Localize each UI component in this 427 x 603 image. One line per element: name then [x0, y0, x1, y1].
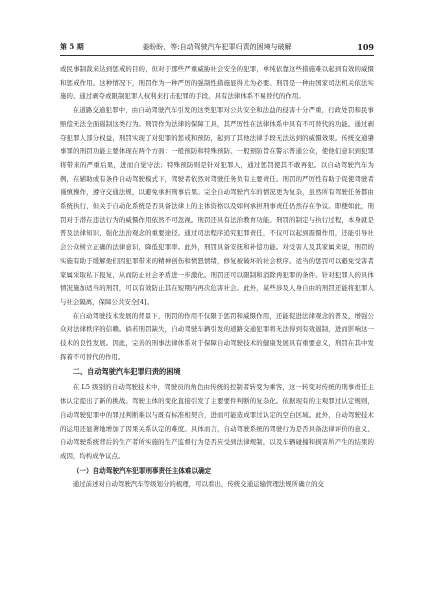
body-paragraph: 通过前述对自动驾驶汽车等级划分的梳理，可以看出，传统交通运输管理法规所确立的交	[72, 479, 324, 488]
page-number: 109	[357, 42, 374, 52]
body-paragraph: 在 L5 级别的自动驾驶技术中，驾驶员的角色由传统的控制者转变为乘客，这一转变对传统的刑事责任主体认定提出了新的挑战。驾驶主体的变化直接引发了主要要件判断的复杂化。依据现有的主观罪过认定规则，自动驾驶犯罪中的罪过判断难以与既有标准相契合，进而可能造成罪过认定的空白区域。此外，自动驾驶技术的运用还显著地增加了因果关系认定的难度。具体而言，自动驾驶系统的驾驶行为是否具备法律评价的意义、自动驾驶系统背后的生产者所实施的生产监督行为是否应受到法律规制，以及车辆碰撞和损害所产生的结果的成因，均构成争议点。	[60, 383, 374, 460]
body-paragraph: 在道路交通犯罪中，由自动驾驶汽车引发的这类犯罪对公共安全和法益的侵害十分严重，行政处罚和民事赔偿无法全面遏制这类行为。刑罚作为法律的保障工具，其严厉性在法律体系中具有不可替代的功能。通过剥夺犯罪人部分权益，刑罚实现了对犯罪的惩戒和预防，起到了其他法律手段无法达到的威慑效果。传统交通肇事罪的刑罚功能主要体现在两个方面：一般预防和特殊预防。一般预防旨在警示普通公众，使他们意识到犯罪将带来的严重后果，进而自觉守法；特殊预防则是针对犯罪人，通过惩罚使其不敢再犯。以自动驾驶汽车为例，在辅助或有条件自动驾驶模式下，驾驶者依然对驾驶任务负有主要责任。刑罚的严厉性有助于促使驾驶者谨慎操作，遵守交通法规，以避免承担刑事后果。完全自动驾驶汽车的情况更为复杂，虽然所有驾驶任务都由系统执行，但关于自动化系统是否具备法律上的主体资格以及如何承担刑事责任仍然存在争议。即便如此，刑罚对于潜在违法行为的威慑作用依然不可忽视。刑罚还具有法治教育功能。刑罚的制定与执行过程，本身就是普及法律知识、强化法治观念的重要途径。通过司法程序追究犯罪责任，不仅可以起到震慑作用，还能引导社会公众树立正确的法律意识，降低犯罪率。此外，刑罚具备安抚和补偿功能。对受害人及其家属来说，刑罚的实施有助于缓解他们因犯罪带来的精神创伤和愤怒情绪，修复被破坏的社会秩序。适当的惩罚可以避免受害者家属采取私下报复，从而防止社会矛盾进一步激化。刑罚还可以限制和消除再犯罪的条件。针对犯罪人的具体情况施加适当的刑罚，可以有效防止其在短期内再次危害社会。此外，某些涉及人身自由的刑罚还能将犯罪人与社会隔离，保障公共安全[4]。	[60, 106, 374, 306]
running-title: 姜盼盼，等:自动驾驶汽车犯罪归责的困境与破解	[142, 43, 292, 51]
header-divider	[60, 55, 374, 56]
body-paragraph: 在自动驾驶技术发展的背景下，刑罚的作用不仅限于惩罚和威慑作用，还能促进法律观念的普及，增强公众对法律秩序的信赖。倘若刑罚缺失，自动驾驶车辆引发的道路交通犯罪将无法得到有效遏制，进而影响这一技术的良性发展。因此，完善的刑事法律体系对于保障自动驾驶技术的健康发展具有重要意义，刑罚在其中发挥着不可替代的作用。	[60, 311, 374, 361]
running-header	[60, 41, 374, 53]
issue-number: 第 5 期	[60, 42, 84, 51]
body-paragraph: 或民事制裁来达到惩戒的目的，但对于那些严重威胁社会安全的犯罪，单纯依靠这些措施难以起到有效的威慑和惩戒作用。这种情况下，刑罚作为一种严厉的强制性措施显得尤为必要。刑罚是一种由国家司法机关依法实施的、通过剥夺或限制犯罪人权利来打击犯罪的手段，具有法律体系不易替代的作用。	[60, 65, 374, 101]
section-heading: 二、自动驾驶汽车犯罪归责的困境	[72, 367, 181, 377]
body-text	[60, 63, 374, 491]
subsection-heading: （一）自动驾驶汽车犯罪刑事责任主体难以确定	[72, 466, 212, 475]
